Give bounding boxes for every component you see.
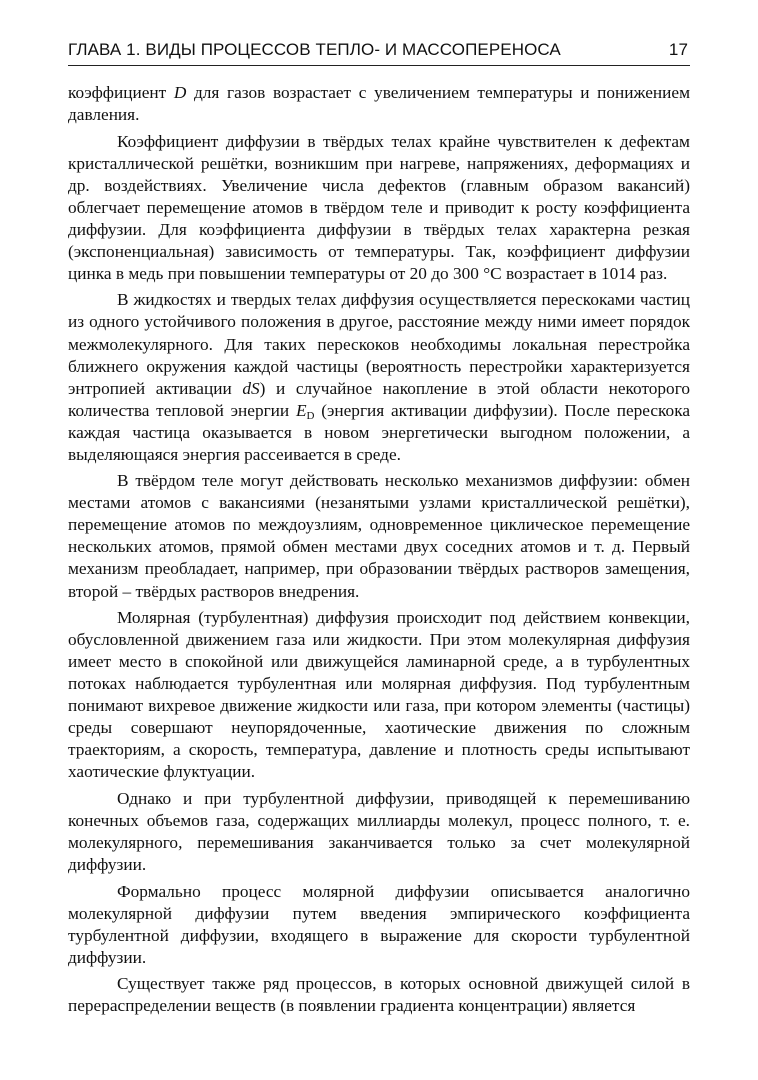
- paragraph-other-processes: Существует также ряд процессов, в которых основной движущей силой в перераспределении веществ (в появлении градиента концентрации) является: [68, 974, 690, 1016]
- subscript-d: D: [306, 409, 315, 422]
- paragraph-liquid-diffusion: В жидкостях и твердых телах диффузия осуществляется перескоками частиц из одного устойчивого положения в другое, расстояние между ними имеет порядок межмолекулярного. Для таких перескоков необходимы локальная перестройка ближнего окружения каждой частицы (вероятность перестройки характеризуется энтропией активации dS) и случайное накопление в этой области некоторого количества тепловой энергии $E_D$ (энергия активации диффузии). После перескока каждая частица оказывается в новом энергетически выгодном положении, а выделяющаяся энергия рассеивается в среде.: [68, 290, 691, 464]
- paragraph-formal-description: Формально процесс молярной диффузии описывается аналогично молекулярной диффузии путем введения эмпирического коэффициента турбулентной диффузии, входящего в выражение для скорости турбулентной диффузии.: [68, 881, 690, 967]
- paragraph-diffusion-mechanisms: В твёрдом теле могут действовать несколько механизмов диффузии: обмен местами атомов с вакансиями (незанятыми узлами кристаллической решётки), перемещение атомов по междоузлиям, одновременное циклическое перемещение нескольких атомов, прямой обмен местами двух соседних атомов и т. д. Первый механизм преобладает, например, при образовании твёрдых растворов замещения, второй – твёрдых растворов внедрения.: [68, 471, 690, 601]
- variable-ds: dS: [242, 378, 260, 398]
- paragraph-turbulent-diffusion: Молярная (турбулентная) диффузия происходит под действием конвекции, обусловленной движением газа или жидкости. При этом молекулярная диффузия имеет место в спокойной или движущейся ламинарной среде, а в турбулентных потоках наблюдается турбулентная или молярная диффузия. Под турбулентным понимают вихревое движение жидкости или газа, при котором элементы (частицы) среды совершают неупорядоченные, хаотические движения по сложным траекториям, а скорость, температура, давление и плотность среды испытывают хаотические флуктуации.: [68, 608, 690, 782]
- running-header: [68, 39, 690, 66]
- paragraph-continuation: коэффициент D для газов возрастает с увеличением температуры и понижением давления.: [68, 83, 691, 125]
- variable-ed: E: [295, 400, 307, 420]
- paragraph-mixing: Однако и при турбулентной диффузии, приводящей к перемешиванию конечных объемов газа, содержащих миллиарды молекул, процесс полного, т. е. молекулярного, перемешивания заканчивается только за счет молекулярной диффузии.: [68, 788, 690, 875]
- variable-d: D: [173, 83, 187, 102]
- body-text: [68, 82, 690, 1017]
- page-number: 17: [668, 40, 688, 59]
- paragraph-solid-diffusion: Коэффициент диффузии в твёрдых телах крайне чувствителен к дефектам кристаллической решётки, возникшим при нагреве, напряжениях, деформациях и др. воздействиях. Увеличение числа дефектов (главным образом вакансий) облегчает перемещение атомов в твёрдом теле и приводит к росту коэффициента диффузии. Для коэффициента диффузии в твёрдых телах характерна резкая (экспоненциальная) зависимость от температуры. Так, коэффициент диффузии цинка в медь при повышении температуры от 20 до 300 °С возрастает в 1014 раз.: [68, 131, 690, 283]
- chapter-title: ГЛАВА 1. ВИДЫ ПРОЦЕССОВ ТЕПЛО- И МАССОПЕРЕНОСА: [68, 40, 561, 59]
